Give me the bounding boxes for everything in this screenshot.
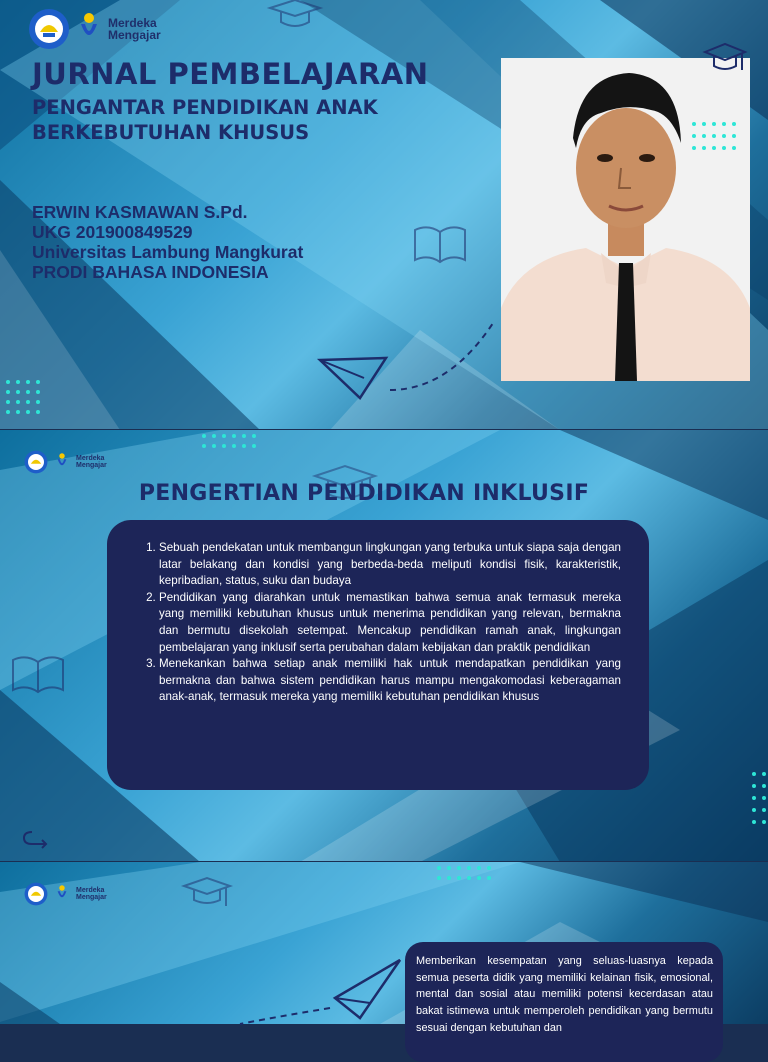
brand-text (76, 887, 107, 901)
slide-definition (0, 430, 768, 862)
list-item: 1. Sebuah pendekatan untuk membangun lingkungan yang terbuka untuk siapa saja dengan latar belakang dan kondisi yang berbeda-beda meliputi kondisi fisik, karakteristik, kepribadian, status, suku dan budaya (159, 540, 621, 590)
merdeka-mengajar-logo (78, 12, 100, 46)
author-university: Universitas Lambung Mangkurat (32, 242, 304, 262)
logo-group (24, 882, 107, 906)
author-name: ERWIN KASMAWAN S.Pd. (32, 202, 248, 222)
logo-group (24, 450, 107, 474)
list-item: 2. Pendidikan yang diarahkan untuk memastikan bahwa semua anak termasuk mereka yang memiliki kebutuhan khusus untuk menerima pendidikan yang relevan, bermakna dan bermutu disekolah setempat. Mencakup pendidikan ramah anak, lingkungan pembelajaran yang inklusif serta perubahan dalam kebijakan dan praktik pendidikan (159, 590, 621, 656)
logo-group (28, 8, 161, 50)
author-block (32, 202, 303, 282)
definition-list (107, 520, 649, 706)
graduation-cap-icon (180, 876, 234, 912)
brand-line2: Mengajar (76, 894, 107, 901)
brand-text (108, 17, 161, 41)
paper-plane-icon (240, 958, 400, 1024)
decorative-dots (4, 378, 48, 418)
section-title: PENGERTIAN PENDIDIKAN INKLUSIF (138, 481, 590, 506)
graduation-cap-icon (265, 0, 325, 30)
decorative-dots (748, 770, 768, 834)
author-program: PRODI BAHASA INDONESIA (32, 262, 269, 282)
curved-arrow-icon (22, 828, 50, 848)
open-book-icon (410, 222, 470, 266)
purpose-text: Memberikan kesempatan yang seluas-luasnya kepada semua peserta didik yang memiliki kelainan fisik, emosional, mental dan sosial atau memiliki potensi kecerdasan atau bakat istimewa untuk memperoleh pendidikan yang bermutu sesuai dengan kebutuhan dan (416, 955, 713, 1034)
decorative-dots (435, 864, 499, 884)
brand-line2: Mengajar (76, 462, 107, 469)
slide-purpose (0, 862, 768, 1034)
author-ukg: UKG 201900849529 (32, 222, 193, 242)
paper-plane-icon (320, 310, 500, 400)
tut-wuri-handayani-logo (28, 8, 70, 50)
slide-title (0, 0, 768, 430)
merdeka-mengajar-logo (56, 452, 68, 472)
brand-line2: Mengajar (108, 28, 161, 42)
open-book-icon (8, 652, 68, 698)
author-photo (501, 58, 750, 381)
brand-line1: Merdeka (76, 455, 105, 462)
brand-line1: Merdeka (76, 887, 105, 894)
brand-line1: Merdeka (108, 16, 157, 30)
definition-card (107, 520, 649, 790)
merdeka-mengajar-logo (56, 884, 68, 904)
decorative-dots (690, 120, 744, 156)
journal-title: JURNAL PEMBELAJARAN (32, 57, 429, 91)
tut-wuri-handayani-logo (24, 882, 48, 906)
purpose-card (405, 942, 723, 1062)
tut-wuri-handayani-logo (24, 450, 48, 474)
course-subtitle: PENGANTAR PENDIDIKAN ANAK BERKEBUTUHAN KHUSUS (32, 96, 378, 144)
decorative-dots (200, 432, 260, 452)
list-item: 3. Menekankan bahwa setiap anak memiliki hak untuk mendapatkan pendidikan yang bermakna dan bahwa sistem pendidikan harus mampu mengakomodasi keberagaman anak-anak, termasuk mereka yang memiliki kebutuhan pendidikan khusus (159, 656, 621, 706)
graduation-cap-icon (700, 40, 750, 76)
brand-text (76, 455, 107, 469)
